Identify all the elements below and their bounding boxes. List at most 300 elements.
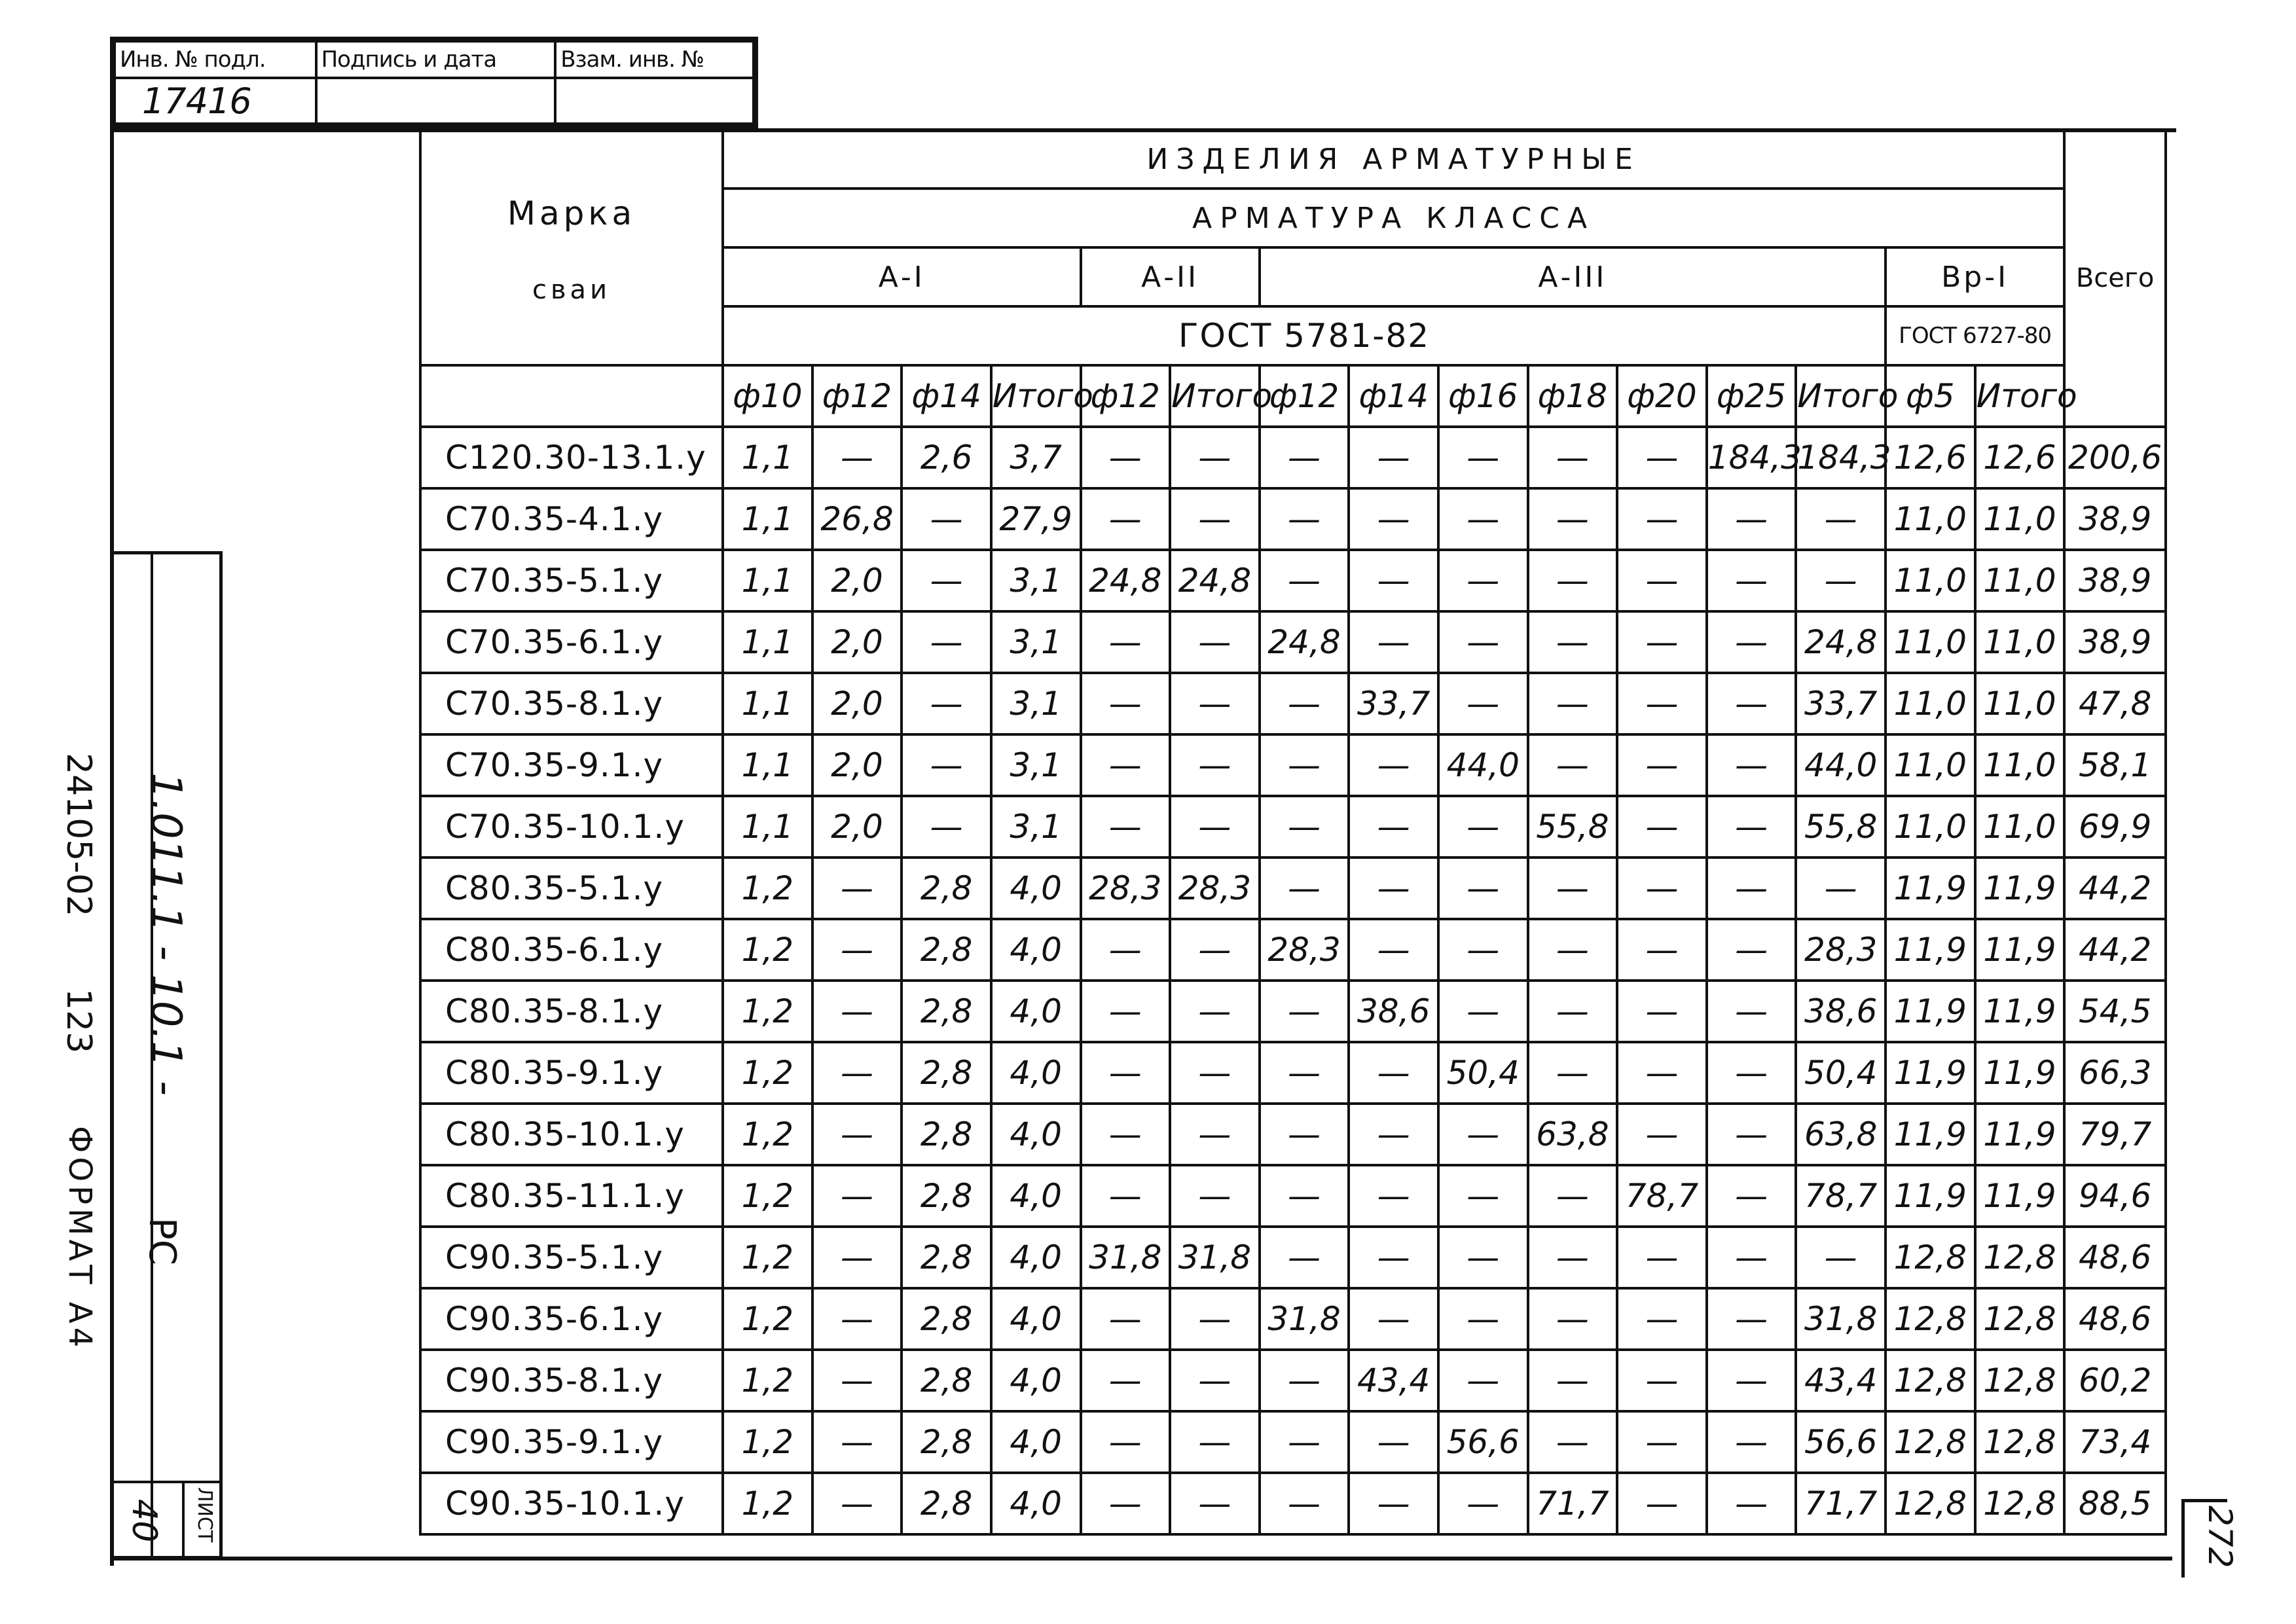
value-cell: — <box>1260 1473 1349 1534</box>
value-cell: 12,8 <box>1886 1473 1975 1534</box>
value-cell: — <box>1617 611 1707 673</box>
value-cell: — <box>1617 427 1707 488</box>
value-cell: 1,1 <box>723 673 812 734</box>
value-cell: 4,0 <box>991 1104 1081 1165</box>
value-cell: — <box>1438 857 1528 919</box>
value-cell: — <box>1081 1411 1171 1473</box>
table-row <box>420 981 2166 1042</box>
value-cell: 2,8 <box>902 1227 991 1288</box>
column-header: ф12 <box>1260 365 1349 427</box>
value-cell: 11,0 <box>1975 488 2065 550</box>
value-cell: 1,1 <box>723 427 812 488</box>
archive-number: 123 <box>59 988 98 1054</box>
value-cell: — <box>1707 1350 1796 1411</box>
gost-b-header: ГОСТ 6727-80 <box>1886 306 2064 365</box>
sheet-separator <box>110 1481 223 1483</box>
stamp-signature-date <box>316 78 556 124</box>
value-cell: 2,0 <box>812 611 902 673</box>
value-cell: 4,0 <box>991 1411 1081 1473</box>
value-cell: — <box>812 919 902 981</box>
value-cell: — <box>1617 981 1707 1042</box>
value-cell: 2,8 <box>902 1104 991 1165</box>
value-cell: — <box>1796 550 1886 611</box>
column-header: Итого <box>1796 365 1886 427</box>
value-cell: — <box>1349 1104 1438 1165</box>
column-header: ф10 <box>723 365 812 427</box>
value-cell: 12,8 <box>1975 1350 2065 1411</box>
value-cell: 2,0 <box>812 796 902 857</box>
value-cell: — <box>1617 673 1707 734</box>
value-cell: — <box>1349 796 1438 857</box>
value-cell: — <box>1528 550 1618 611</box>
value-cell: — <box>1617 734 1707 796</box>
value-cell: 63,8 <box>1528 1104 1618 1165</box>
total-header: Всего <box>2064 130 2166 427</box>
value-cell: 11,9 <box>1975 1042 2065 1104</box>
value-cell: 11,0 <box>1886 611 1975 673</box>
value-cell: — <box>1349 550 1438 611</box>
value-cell: 11,9 <box>1975 857 2065 919</box>
value-cell: — <box>1617 1042 1707 1104</box>
pile-mark-cell: С70.35-6.1.у <box>420 611 723 673</box>
value-cell: 24,8 <box>1170 550 1260 611</box>
value-cell: 50,4 <box>1438 1042 1528 1104</box>
value-cell: — <box>812 1104 902 1165</box>
value-cell: — <box>1438 673 1528 734</box>
value-cell: — <box>1528 488 1618 550</box>
value-cell: 73,4 <box>2064 1411 2166 1473</box>
value-cell: — <box>1081 1165 1171 1227</box>
pile-mark-cell: С90.35-10.1.у <box>420 1473 723 1534</box>
value-cell: — <box>812 427 902 488</box>
class-a2-header: А-II <box>1081 247 1260 306</box>
value-cell: 4,0 <box>991 857 1081 919</box>
value-cell: 1,2 <box>723 919 812 981</box>
value-cell: 88,5 <box>2064 1473 2166 1534</box>
sheet-separator-vertical <box>182 1481 185 1558</box>
value-cell: 31,8 <box>1081 1227 1171 1288</box>
pile-mark-cell: С80.35-10.1.у <box>420 1104 723 1165</box>
value-cell: — <box>1438 1165 1528 1227</box>
value-cell: 2,8 <box>902 1288 991 1350</box>
value-cell: 33,7 <box>1796 673 1886 734</box>
value-cell: 38,9 <box>2064 550 2166 611</box>
value-cell: — <box>1081 1104 1171 1165</box>
value-cell: 66,3 <box>2064 1042 2166 1104</box>
gost-a-header: ГОСТ 5781-82 <box>723 306 1886 365</box>
value-cell: — <box>902 796 991 857</box>
value-cell: — <box>1617 550 1707 611</box>
value-cell: 12,6 <box>1886 427 1975 488</box>
value-cell: — <box>1707 488 1796 550</box>
value-cell: 78,7 <box>1796 1165 1886 1227</box>
value-cell: — <box>1170 1165 1260 1227</box>
value-cell: — <box>1438 1473 1528 1534</box>
value-cell: — <box>1617 1227 1707 1288</box>
value-cell: — <box>1617 1350 1707 1411</box>
value-cell: 1,2 <box>723 1104 812 1165</box>
value-cell: — <box>1081 1350 1171 1411</box>
pile-mark-cell: С80.35-6.1.у <box>420 919 723 981</box>
value-cell: 28,3 <box>1081 857 1171 919</box>
table-row <box>420 1042 2166 1104</box>
value-cell: 11,9 <box>1975 919 2065 981</box>
value-cell: 11,0 <box>1886 734 1975 796</box>
value-cell: 1,1 <box>723 611 812 673</box>
value-cell: — <box>1081 427 1171 488</box>
value-cell: — <box>1707 919 1796 981</box>
value-cell: 12,8 <box>1886 1227 1975 1288</box>
pile-mark-cell: С90.35-9.1.у <box>420 1411 723 1473</box>
value-cell: 1,2 <box>723 1350 812 1411</box>
value-cell: — <box>1617 796 1707 857</box>
table-row <box>420 427 2166 488</box>
value-cell: — <box>1170 1473 1260 1534</box>
stamp-inv-header: Инв. № подл. <box>115 41 316 78</box>
value-cell: 11,0 <box>1886 673 1975 734</box>
value-cell: — <box>1796 857 1886 919</box>
value-cell: — <box>1707 1227 1796 1288</box>
value-cell: 31,8 <box>1170 1227 1260 1288</box>
value-cell: 3,1 <box>991 611 1081 673</box>
value-cell: — <box>1617 488 1707 550</box>
value-cell: — <box>1617 1411 1707 1473</box>
value-cell: — <box>1528 427 1618 488</box>
value-cell: 3,1 <box>991 734 1081 796</box>
value-cell: — <box>1260 673 1349 734</box>
value-cell: 1,2 <box>723 1411 812 1473</box>
value-cell: — <box>1349 427 1438 488</box>
table-row <box>420 550 2166 611</box>
value-cell: — <box>1170 673 1260 734</box>
value-cell: — <box>1707 1165 1796 1227</box>
value-cell: 38,6 <box>1796 981 1886 1042</box>
value-cell: — <box>1707 857 1796 919</box>
value-cell: 184,3 <box>1707 427 1796 488</box>
value-cell: 60,2 <box>2064 1350 2166 1411</box>
value-cell: 11,0 <box>1886 550 1975 611</box>
value-cell: 71,7 <box>1528 1473 1618 1534</box>
value-cell: — <box>1260 796 1349 857</box>
value-cell: 2,8 <box>902 1473 991 1534</box>
value-cell: 50,4 <box>1796 1042 1886 1104</box>
value-cell: 4,0 <box>991 1227 1081 1288</box>
value-cell: — <box>1170 1104 1260 1165</box>
value-cell: — <box>1438 427 1528 488</box>
value-cell: — <box>1438 796 1528 857</box>
value-cell: 3,7 <box>991 427 1081 488</box>
value-cell: — <box>1796 488 1886 550</box>
value-cell: — <box>1617 857 1707 919</box>
value-cell: — <box>1349 611 1438 673</box>
column-header: Итого <box>1170 365 1260 427</box>
table-row <box>420 1350 2166 1411</box>
value-cell: 69,9 <box>2064 796 2166 857</box>
value-cell: — <box>1617 1104 1707 1165</box>
value-cell: — <box>1707 796 1796 857</box>
value-cell: 11,9 <box>1886 857 1975 919</box>
sheet-label: ЛИСТ <box>193 1487 216 1543</box>
value-cell: 3,1 <box>991 550 1081 611</box>
value-cell: 200,6 <box>2064 427 2166 488</box>
value-cell: — <box>902 550 991 611</box>
value-cell: 31,8 <box>1260 1288 1349 1350</box>
value-cell: 11,0 <box>1975 611 2065 673</box>
value-cell: 79,7 <box>2064 1104 2166 1165</box>
value-cell: 11,0 <box>1886 796 1975 857</box>
value-cell: 12,8 <box>1975 1288 2065 1350</box>
mark-header-line2: сваи <box>532 275 611 305</box>
value-cell: — <box>1707 1411 1796 1473</box>
value-cell: — <box>1170 611 1260 673</box>
value-cell: 71,7 <box>1796 1473 1886 1534</box>
value-cell: 2,8 <box>902 1165 991 1227</box>
value-cell: 1,1 <box>723 488 812 550</box>
value-cell: — <box>1528 734 1618 796</box>
value-cell: 56,6 <box>1796 1411 1886 1473</box>
value-cell: 27,9 <box>991 488 1081 550</box>
value-cell: — <box>1081 981 1171 1042</box>
stage-code: РС <box>141 1218 183 1265</box>
value-cell: — <box>1707 981 1796 1042</box>
value-cell: 55,8 <box>1796 796 1886 857</box>
pile-mark-cell: С90.35-8.1.у <box>420 1350 723 1411</box>
value-cell: — <box>812 1042 902 1104</box>
value-cell: 24,8 <box>1796 611 1886 673</box>
value-cell: 43,4 <box>1796 1350 1886 1411</box>
value-cell: — <box>812 1165 902 1227</box>
value-cell: 12,8 <box>1886 1288 1975 1350</box>
value-cell: — <box>1170 919 1260 981</box>
value-cell: 4,0 <box>991 1350 1081 1411</box>
value-cell: — <box>1707 1473 1796 1534</box>
value-cell: 47,8 <box>2064 673 2166 734</box>
value-cell: 184,3 <box>1796 427 1886 488</box>
value-cell: — <box>1438 1350 1528 1411</box>
value-cell: 12,8 <box>1886 1350 1975 1411</box>
value-cell: — <box>1528 919 1618 981</box>
value-cell: 11,0 <box>1975 734 2065 796</box>
value-cell: — <box>1528 1411 1618 1473</box>
value-cell: 11,9 <box>1886 919 1975 981</box>
value-cell: 2,8 <box>902 1042 991 1104</box>
pile-mark-cell: С80.35-11.1.у <box>420 1165 723 1227</box>
value-cell: 33,7 <box>1349 673 1438 734</box>
value-cell: 2,8 <box>902 919 991 981</box>
value-cell: — <box>1438 1227 1528 1288</box>
value-cell: — <box>1438 611 1528 673</box>
pile-mark-cell: С80.35-5.1.у <box>420 857 723 919</box>
table-row <box>420 1165 2166 1227</box>
value-cell: 1,1 <box>723 796 812 857</box>
table-row <box>420 734 2166 796</box>
value-cell: — <box>1349 1042 1438 1104</box>
value-cell: — <box>812 1350 902 1411</box>
column-header: ф25 <box>1707 365 1796 427</box>
value-cell: 63,8 <box>1796 1104 1886 1165</box>
value-cell: — <box>1349 734 1438 796</box>
value-cell: 26,8 <box>812 488 902 550</box>
table-row <box>420 919 2166 981</box>
format-label: ФОРМАТ А4 <box>62 1126 98 1352</box>
value-cell: — <box>1528 611 1618 673</box>
value-cell: — <box>1081 1288 1171 1350</box>
pile-mark-cell: С120.30-13.1.у <box>420 427 723 488</box>
value-cell: — <box>1260 1411 1349 1473</box>
value-cell: 24,8 <box>1081 550 1171 611</box>
value-cell: 1,2 <box>723 981 812 1042</box>
value-cell: — <box>1438 1104 1528 1165</box>
class-header: АРМАТУРА КЛАССА <box>723 189 2064 247</box>
value-cell: 48,6 <box>2064 1288 2166 1350</box>
value-cell: 11,9 <box>1975 1165 2065 1227</box>
pile-mark-cell: С70.35-4.1.у <box>420 488 723 550</box>
value-cell: 1,2 <box>723 857 812 919</box>
value-cell: 4,0 <box>991 1473 1081 1534</box>
value-cell: — <box>1349 1288 1438 1350</box>
value-cell: — <box>812 1227 902 1288</box>
value-cell: 12,8 <box>1975 1473 2065 1534</box>
value-cell: — <box>1528 673 1618 734</box>
value-cell: 12,6 <box>1975 427 2065 488</box>
value-cell: 28,3 <box>1796 919 1886 981</box>
value-cell: — <box>1349 1473 1438 1534</box>
value-cell: 2,6 <box>902 427 991 488</box>
value-cell: — <box>1260 734 1349 796</box>
value-cell: 11,9 <box>1886 1165 1975 1227</box>
value-cell: — <box>1081 796 1171 857</box>
mark-header <box>420 130 723 365</box>
stamp-inv-number: 17416 <box>115 78 316 124</box>
value-cell: — <box>1617 1288 1707 1350</box>
value-cell: — <box>902 734 991 796</box>
column-header: ф12 <box>1081 365 1171 427</box>
value-cell: — <box>1707 1288 1796 1350</box>
value-cell: 11,9 <box>1886 1104 1975 1165</box>
class-a3-header: А-III <box>1260 247 1886 306</box>
value-cell: 38,6 <box>1349 981 1438 1042</box>
value-cell: — <box>1349 1227 1438 1288</box>
value-cell: 1,2 <box>723 1227 812 1288</box>
value-cell: 2,0 <box>812 673 902 734</box>
value-cell: — <box>1438 981 1528 1042</box>
value-cell: 54,5 <box>2064 981 2166 1042</box>
column-header: Итого <box>991 365 1081 427</box>
value-cell: 4,0 <box>991 919 1081 981</box>
value-cell: — <box>1260 1227 1349 1288</box>
pile-mark-cell: С90.35-6.1.у <box>420 1288 723 1350</box>
value-cell: 11,0 <box>1975 796 2065 857</box>
column-header: ф14 <box>902 365 991 427</box>
value-cell: 28,3 <box>1260 919 1349 981</box>
value-cell: — <box>1617 919 1707 981</box>
pile-mark-cell: С70.35-9.1.у <box>420 734 723 796</box>
pile-mark-cell: С70.35-10.1.у <box>420 796 723 857</box>
value-cell: 1,1 <box>723 734 812 796</box>
value-cell: — <box>1438 919 1528 981</box>
value-cell: — <box>1528 857 1618 919</box>
value-cell: — <box>1349 1165 1438 1227</box>
value-cell: — <box>902 673 991 734</box>
value-cell: 31,8 <box>1796 1288 1886 1350</box>
value-cell: 58,1 <box>2064 734 2166 796</box>
value-cell: — <box>1707 550 1796 611</box>
table-row <box>420 611 2166 673</box>
group-header: ИЗДЕЛИЯ АРМАТУРНЫЕ <box>723 130 2064 189</box>
value-cell: — <box>1438 488 1528 550</box>
value-cell: 38,9 <box>2064 488 2166 550</box>
value-cell: — <box>1349 1411 1438 1473</box>
value-cell: — <box>1349 488 1438 550</box>
value-cell: — <box>1081 673 1171 734</box>
value-cell: 43,4 <box>1349 1350 1438 1411</box>
approval-stamp <box>110 37 758 128</box>
value-cell: — <box>1349 919 1438 981</box>
value-cell: 56,6 <box>1438 1411 1528 1473</box>
value-cell: — <box>1170 796 1260 857</box>
table-row <box>420 673 2166 734</box>
value-cell: 11,0 <box>1975 673 2065 734</box>
value-cell: — <box>1438 550 1528 611</box>
value-cell: — <box>1260 857 1349 919</box>
value-cell: 2,8 <box>902 981 991 1042</box>
value-cell: — <box>902 611 991 673</box>
value-cell: 2,8 <box>902 1411 991 1473</box>
class-bp1-header: Вр-I <box>1886 247 2064 306</box>
pile-mark-cell: С70.35-8.1.у <box>420 673 723 734</box>
value-cell: 3,1 <box>991 673 1081 734</box>
value-cell: 48,6 <box>2064 1227 2166 1288</box>
value-cell: 2,8 <box>902 857 991 919</box>
value-cell: — <box>812 1411 902 1473</box>
stamp-signature-header: Подпись и дата <box>316 41 556 78</box>
pile-mark-cell: С80.35-9.1.у <box>420 1042 723 1104</box>
value-cell: 24,8 <box>1260 611 1349 673</box>
value-cell: 4,0 <box>991 981 1081 1042</box>
table-row <box>420 796 2166 857</box>
value-cell: 28,3 <box>1170 857 1260 919</box>
column-header: ф12 <box>812 365 902 427</box>
value-cell: — <box>1528 1350 1618 1411</box>
value-cell: — <box>812 1473 902 1534</box>
value-cell: 11,9 <box>1975 981 2065 1042</box>
table-row <box>420 1104 2166 1165</box>
value-cell: — <box>1707 673 1796 734</box>
value-cell: — <box>1260 488 1349 550</box>
value-cell: — <box>1170 1288 1260 1350</box>
value-cell: 44,0 <box>1796 734 1886 796</box>
value-cell: 11,9 <box>1975 1104 2065 1165</box>
value-cell: — <box>812 1288 902 1350</box>
value-cell: — <box>902 488 991 550</box>
value-cell: — <box>1081 611 1171 673</box>
value-cell: 11,9 <box>1886 981 1975 1042</box>
column-header: ф18 <box>1528 365 1618 427</box>
value-cell: 94,6 <box>2064 1165 2166 1227</box>
pile-mark-cell: С70.35-5.1.у <box>420 550 723 611</box>
value-cell: — <box>1260 981 1349 1042</box>
value-cell: — <box>1260 550 1349 611</box>
value-cell: 3,1 <box>991 796 1081 857</box>
value-cell: 1,2 <box>723 1165 812 1227</box>
mark-header-empty <box>420 365 723 427</box>
pile-mark-cell: С90.35-5.1.у <box>420 1227 723 1288</box>
value-cell: — <box>1528 981 1618 1042</box>
value-cell: — <box>1528 1227 1618 1288</box>
value-cell: — <box>1081 734 1171 796</box>
value-cell: 1,2 <box>723 1042 812 1104</box>
value-cell: — <box>1707 611 1796 673</box>
